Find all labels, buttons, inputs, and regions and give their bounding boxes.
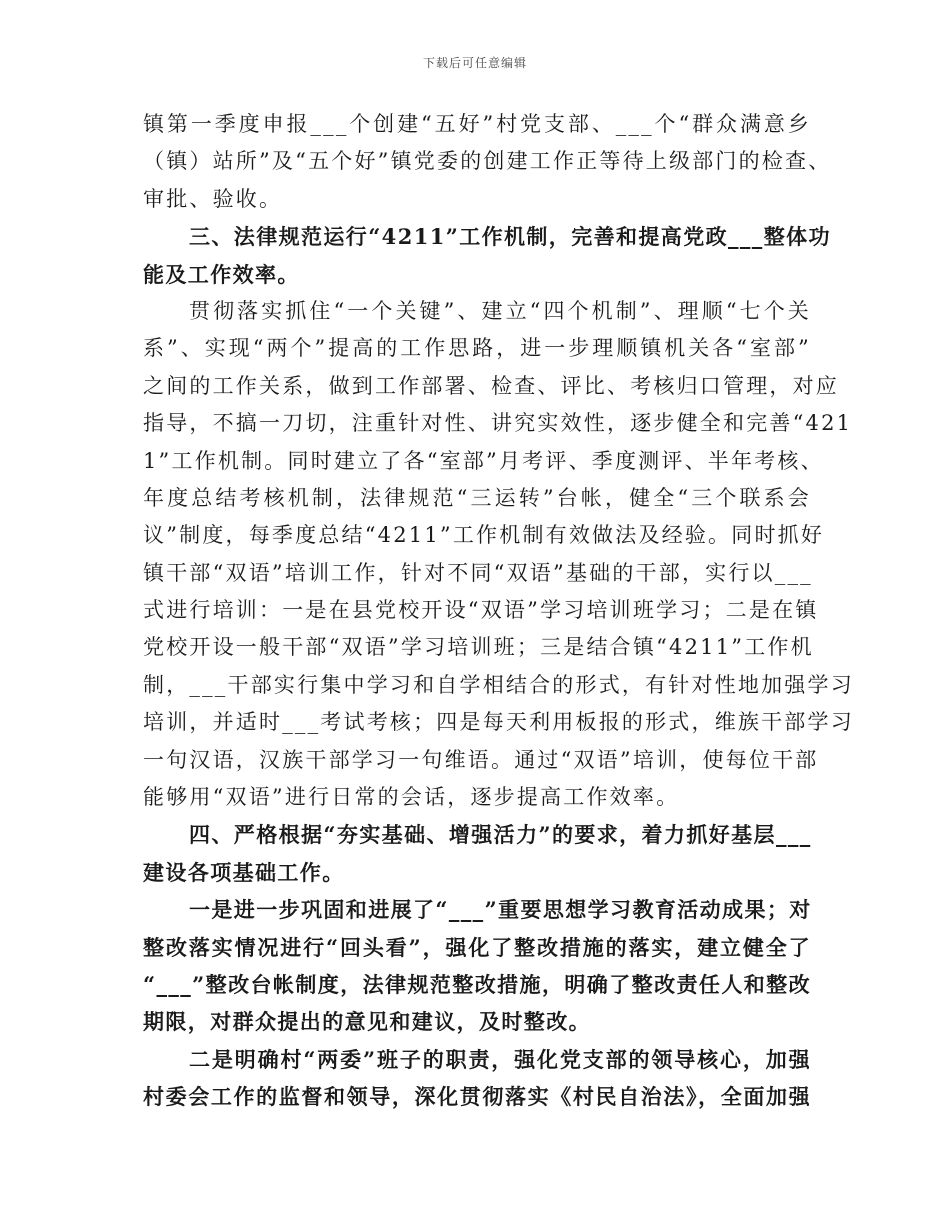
text-line: 审批、验收。 [143,186,283,211]
bold-text-line: 村委会工作的监督和领导，深化贯彻落实《村民自治法》，全面加强 [143,1084,811,1110]
document-body [143,106,854,1116]
section-heading: 建设各项基础工作。 [143,859,345,885]
bold-text-line: 整改落实情况进行“回头看”，强化了整改措施的落实，建立健全了 [143,934,811,960]
text-line: 能够用“双语”进行日常的会话，逐步提高工作效率。 [143,785,680,810]
text-line: 1”工作机制。同时建立了各“室部”月考评、季度测评、半年考核、 [143,448,824,473]
text-line: 镇干部“双语”培训工作，针对不同“双语”基础的干部，实行以___ [143,560,813,585]
text-line: 制，___干部实行集中学习和自学相结合的形式，有针对性地加强学习 [143,672,854,697]
text-line: 式进行培训：一是在县党校开设“双语”学习培训班学习；二是在镇 [143,598,819,623]
text-line: 镇第一季度申报___个创建“五好”村党支部、___个“群众满意乡 [143,112,811,136]
bold-text-line: 一是进一步巩固和进展了“___”重要思想学习教育活动成果；对 [189,897,812,923]
text-line: 培训，并适时___考试考核；四是每天利用板报的形式，维族干部学习 [143,710,854,735]
section-heading: 四、严格根据“夯实基础、增强活力”的要求，着力抓好基层___ [189,822,812,848]
text-line: 议”制度，每季度总结“4211”工作机制有效做法及经验。同时抓好 [143,523,825,548]
text-line: 贯彻落实抓住“一个关键”、建立“四个机制”、理顺“七个关 [189,298,811,323]
text-line: 之间的工作关系，做到工作部署、检查、评比、考核归口管理，对应 [143,373,839,398]
bold-text-line: “___”整改台帐制度，法律规范整改措施，明确了整改责任人和整改 [143,971,811,997]
bold-text-line: 期限，对群众提出的意见和建议，及时整改。 [143,1009,591,1035]
text-line: 年度总结考核机制，法律规范“三运转”台帐，健全“三个联系会 [143,485,811,510]
text-line: 党校开设一般干部“双语”学习培训班；三是结合镇“4211”工作机 [143,635,814,660]
text-line: 系”、实现“两个”提高的工作思路，进一步理顺镇机关各“室部” [143,336,811,361]
section-heading: 三、法律规范运行“4211”工作机制，完善和提高党政___整体功 [189,224,831,250]
section-heading: 能及工作效率。 [143,261,300,287]
bold-text-line: 二是明确村“两委”班子的职责，强化党支部的领导核心，加强 [189,1046,811,1072]
page-header: 下载后可任意编辑 [422,56,527,70]
text-line: 指导，不搞一刀切，注重针对性、讲究实效性，逐步健全和完善“421 [143,411,853,436]
text-line: （镇）站所”及“五个好”镇党委的创建工作正等待上级部门的检查、 [143,149,832,174]
text-line: 一句汉语，汉族干部学习一句维语。通过“双语”培训，使每位干部 [143,747,819,772]
